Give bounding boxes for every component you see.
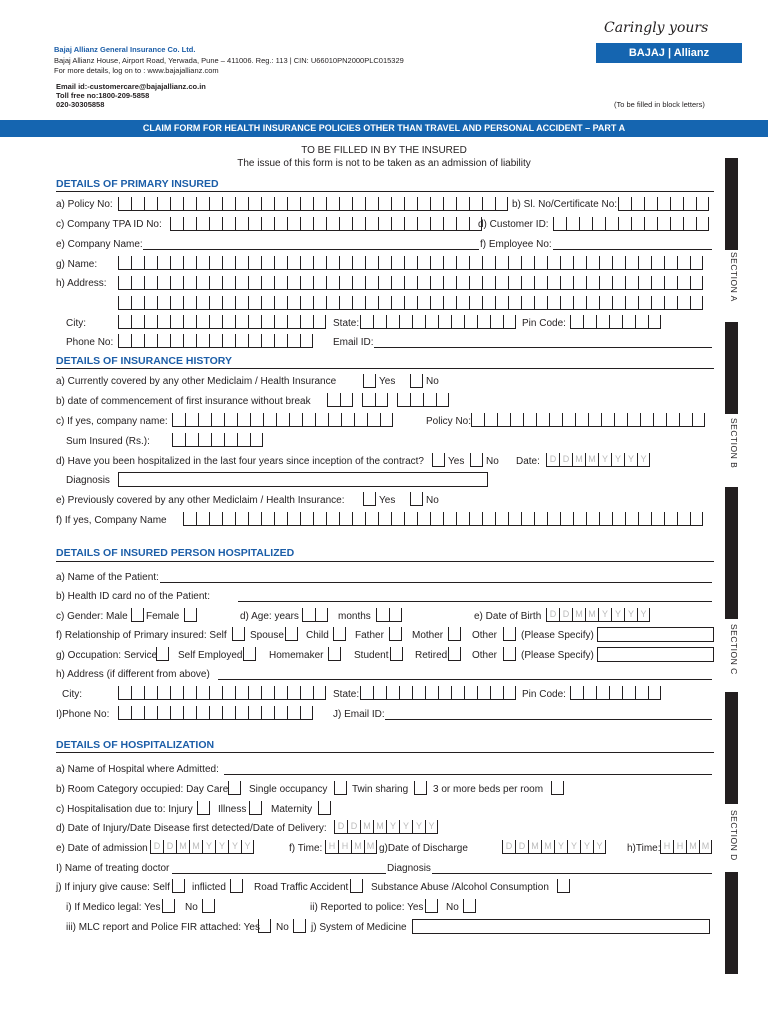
policy-no-b-boxes[interactable] xyxy=(471,413,705,427)
twin-sharing-label: Twin sharing xyxy=(352,784,409,795)
pin-c-boxes[interactable] xyxy=(570,686,661,700)
dob-boxes[interactable]: D D M M Y Y Y Y xyxy=(546,608,650,622)
covered-label: a) Currently covered by any other Mediclaim / Health Insurance xyxy=(56,376,337,387)
gender-female-label: Female xyxy=(146,611,180,622)
pin-label: Pin Code: xyxy=(522,318,566,329)
policy-no-boxes[interactable] xyxy=(118,197,508,211)
employee-no-line[interactable] xyxy=(553,249,712,250)
injury-cause-self-checkbox[interactable] xyxy=(172,879,185,893)
covered-yes-checkbox[interactable] xyxy=(363,374,376,388)
retired-checkbox[interactable] xyxy=(448,647,461,661)
covered-no-label: No xyxy=(426,376,439,387)
student-checkbox[interactable] xyxy=(390,647,403,661)
homemaker-checkbox[interactable] xyxy=(328,647,341,661)
hospitalized-no-label: No xyxy=(486,456,499,467)
block-letters-note: (To be filled in block letters) xyxy=(614,100,705,109)
age-months-label: months xyxy=(338,611,371,622)
self-employed-label: Self Employed xyxy=(178,650,243,661)
mlc-label: iii) MLC report and Police FIR attached: Yes xyxy=(66,922,260,933)
company-name-b-label: c) If yes, company name: xyxy=(56,416,168,427)
phone-boxes[interactable] xyxy=(118,334,313,348)
diagnosis-d-label: Diagnosis xyxy=(387,863,431,874)
section-d-title: DETAILS OF HOSPITALIZATION xyxy=(56,739,215,751)
address-label: h) Address: xyxy=(56,278,107,289)
other-rel-checkbox[interactable] xyxy=(503,627,516,641)
twin-sharing-checkbox[interactable] xyxy=(414,781,427,795)
admission-date-boxes[interactable]: D D M M Y Y Y Y xyxy=(150,840,254,854)
if-yes-company-boxes[interactable] xyxy=(183,512,703,526)
child-label: Child xyxy=(306,630,329,641)
address-c-line[interactable] xyxy=(218,679,712,680)
room-daycare-label: b) Room Category occupied: Day Care xyxy=(56,784,229,795)
diagnosis-d-line[interactable] xyxy=(432,873,712,874)
medico-yes-checkbox[interactable] xyxy=(162,899,175,913)
mlc-no-label: No xyxy=(276,922,289,933)
customer-id-label: d) Customer ID: xyxy=(478,219,549,230)
gender-female-checkbox[interactable] xyxy=(184,608,197,622)
email-line: Email id:-customercare@bajajallianz.co.in xyxy=(56,82,206,91)
city-c-label: City: xyxy=(62,689,82,700)
road-accident-checkbox[interactable] xyxy=(350,879,363,893)
address-c-label: h) Address (if different from above) xyxy=(56,669,210,680)
city-label: City: xyxy=(66,318,86,329)
name-boxes[interactable] xyxy=(118,256,703,270)
brand-tagline: Caringly yours xyxy=(604,20,709,36)
state-c-label: State: xyxy=(333,689,360,700)
hospitalized-yes-checkbox[interactable] xyxy=(432,453,445,467)
commencement-boxes-2[interactable] xyxy=(362,393,388,407)
previously-yes-checkbox[interactable] xyxy=(363,492,376,506)
intro-line1: TO BE FILLED IN BY THE INSURED xyxy=(301,145,467,156)
discharge-time-label: h)Time: xyxy=(627,843,661,854)
section-d-label: SECTION D xyxy=(729,810,739,861)
diagnosis-b-field[interactable] xyxy=(118,472,488,487)
commencement-boxes-3[interactable] xyxy=(397,393,449,407)
sum-insured-label: Sum Insured (Rs.): xyxy=(66,436,150,447)
website-line: For more details, log on to : www.bajajallianz.com xyxy=(54,66,219,75)
name-label: g) Name: xyxy=(56,259,98,270)
specify-occ-label: (Please Specify) xyxy=(521,650,594,661)
section-a-rule xyxy=(56,191,714,192)
section-b-bar-top xyxy=(725,322,738,414)
medico-no-label: No xyxy=(185,902,198,913)
admission-time-boxes[interactable]: H H M M xyxy=(325,840,377,854)
hospital-name-line[interactable] xyxy=(224,774,712,775)
health-id-line[interactable] xyxy=(238,601,712,602)
commencement-label: b) date of commencement of first insurance without break xyxy=(56,396,311,407)
company-name: Bajaj Allianz General Insurance Co. Ltd. xyxy=(54,45,196,54)
police-no-label: No xyxy=(446,902,459,913)
section-d-bar-top xyxy=(725,692,738,804)
pin-boxes[interactable] xyxy=(570,315,661,329)
police-no-checkbox[interactable] xyxy=(463,899,476,913)
specify-rel-field[interactable] xyxy=(597,627,714,642)
date-injury-boxes[interactable]: D D M M Y Y Y Y xyxy=(334,820,438,834)
age-years-label: d) Age: years xyxy=(240,611,299,622)
diagnosis-b-label: Diagnosis xyxy=(66,475,110,486)
gender-male-label: c) Gender: Male xyxy=(56,611,128,622)
retired-label: Retired xyxy=(415,650,448,661)
previously-no-label: No xyxy=(426,495,439,506)
section-a-label: SECTION A xyxy=(729,252,739,302)
email-c-line[interactable] xyxy=(385,719,712,720)
sum-insured-boxes[interactable] xyxy=(172,433,263,447)
other-rel-label: Other xyxy=(472,630,498,641)
specify-occ-field[interactable] xyxy=(597,647,714,662)
illness-label: Illness xyxy=(218,804,247,815)
medico-legal-label: i) If Medico legal: Yes xyxy=(66,902,161,913)
if-yes-company-label: f) If yes, Company Name xyxy=(56,515,167,526)
gender-male-checkbox[interactable] xyxy=(131,608,144,622)
child-checkbox[interactable] xyxy=(333,627,346,641)
mlc-yes-checkbox[interactable] xyxy=(258,919,271,933)
state-boxes[interactable] xyxy=(360,315,516,329)
section-b-rule xyxy=(56,368,714,369)
state-label: State: xyxy=(333,318,360,329)
injury-cause-self-label: j) If injury give cause: Self xyxy=(56,882,170,893)
admission-time-label: f) Time: xyxy=(289,843,323,854)
room-daycare-checkbox[interactable] xyxy=(228,781,241,795)
father-checkbox[interactable] xyxy=(389,627,402,641)
substance-label: Substance Abuse /Alcohol Consumption xyxy=(371,882,549,893)
inflicted-label: inflicted xyxy=(192,882,226,893)
form-banner: CLAIM FORM FOR HEALTH INSURANCE POLICIES OTHER THAN TRAVEL AND PERSONAL ACCIDENT – PART A xyxy=(0,120,768,137)
maternity-checkbox[interactable] xyxy=(318,801,331,815)
maternity-label: Maternity xyxy=(271,804,313,815)
admission-date-label: e) Date of admission xyxy=(56,843,148,854)
employee-no-label: f) Employee No: xyxy=(480,239,552,250)
occupation-service-checkbox[interactable] xyxy=(156,647,169,661)
age-years-boxes[interactable] xyxy=(302,608,328,622)
hospitalized-label: d) Have you been hospitalized in the last four years since inception of the contract? xyxy=(56,456,424,467)
three-beds-label: 3 or more beds per room xyxy=(433,784,544,795)
policy-no-b-label: Policy No: xyxy=(426,416,472,427)
relationship-label: f) Relationship of Primary insured: Self xyxy=(56,630,227,641)
covered-yes-label: Yes xyxy=(379,376,396,387)
company-name-label: e) Company Name: xyxy=(56,239,143,250)
patient-name-label: a) Name of the Patient: xyxy=(56,572,159,583)
phone-label: Phone No: xyxy=(66,337,114,348)
email-label: Email ID: xyxy=(333,337,374,348)
company-address: Bajaj Allianz House, Airport Road, Yerwada, Pune – 411006. Reg.: 113 | CIN: U66010PN2000PLC015329 xyxy=(54,56,404,65)
tpa-id-boxes[interactable] xyxy=(170,217,482,231)
mother-label: Mother xyxy=(412,630,444,641)
email-c-label: J) Email ID: xyxy=(333,709,385,720)
discharge-time-boxes[interactable]: H H M M xyxy=(660,840,712,854)
sl-no-boxes[interactable] xyxy=(618,197,709,211)
section-c-title: DETAILS OF INSURED PERSON HOSPITALIZED xyxy=(56,547,295,559)
sl-no-label: b) Sl. No/Certificate No: xyxy=(512,199,618,210)
hospitalized-date-label: Date: xyxy=(516,456,540,467)
spouse-label: Spouse xyxy=(250,630,284,641)
section-b-title: DETAILS OF INSURANCE HISTORY xyxy=(56,355,232,367)
medico-no-checkbox[interactable] xyxy=(202,899,215,913)
system-medicine-label: j) System of Medicine xyxy=(311,922,407,933)
email-line[interactable] xyxy=(374,347,712,348)
dob-label: e) Date of Birth xyxy=(474,611,542,622)
policy-no-label: a) Policy No: xyxy=(56,199,113,210)
discharge-date-boxes[interactable]: D D M M Y Y Y Y xyxy=(502,840,606,854)
age-months-boxes[interactable] xyxy=(376,608,402,622)
customer-id-boxes[interactable] xyxy=(553,217,709,231)
injury-checkbox[interactable] xyxy=(197,801,210,815)
section-c-rule xyxy=(56,561,714,562)
police-yes-checkbox[interactable] xyxy=(425,899,438,913)
company-name-b-boxes[interactable] xyxy=(172,413,393,427)
pin-c-label: Pin Code: xyxy=(522,689,566,700)
company-name-line[interactable] xyxy=(143,249,479,250)
road-accident-label: Road Traffic Accident xyxy=(254,882,349,893)
previously-label: e) Previously covered by any other Mediclaim / Health Insurance: xyxy=(56,495,345,506)
date-injury-label: d) Date of Injury/Date Disease first detected/Date of Delivery: xyxy=(56,823,327,834)
city-c-boxes[interactable] xyxy=(118,686,326,700)
patient-name-line[interactable] xyxy=(160,582,712,583)
address-boxes-2[interactable] xyxy=(118,296,703,310)
section-b-label: SECTION B xyxy=(729,418,739,469)
health-id-label: b) Health ID card no of the Patient: xyxy=(56,591,210,602)
spouse-checkbox[interactable] xyxy=(285,627,298,641)
police-label: ii) Reported to police: Yes xyxy=(310,902,424,913)
doctor-line[interactable] xyxy=(172,873,386,874)
student-label: Student xyxy=(354,650,389,661)
section-d-rule xyxy=(56,752,714,753)
intro-line2: The issue of this form is not to be taken as an admission of liability xyxy=(237,158,531,169)
hospitalized-yes-label: Yes xyxy=(448,456,465,467)
self-employed-checkbox[interactable] xyxy=(243,647,256,661)
mlc-no-checkbox[interactable] xyxy=(293,919,306,933)
other-occ-label: Other xyxy=(472,650,498,661)
injury-label: c) Hospitalisation due to: Injury xyxy=(56,804,193,815)
phone-c-label: I)Phone No: xyxy=(56,709,110,720)
three-beds-checkbox[interactable] xyxy=(551,781,564,795)
hospitalized-no-checkbox[interactable] xyxy=(470,453,483,467)
tollfree-line: Toll free no:1800-209-5858 xyxy=(56,91,150,100)
inflicted-checkbox[interactable] xyxy=(230,879,243,893)
phone-line: 020-30305858 xyxy=(56,100,105,109)
hospital-name-label: a) Name of Hospital where Admitted: xyxy=(56,764,219,775)
single-occupancy-checkbox[interactable] xyxy=(334,781,347,795)
single-occupancy-label: Single occupancy xyxy=(249,784,328,795)
section-a-bar xyxy=(725,158,738,250)
previously-no-checkbox[interactable] xyxy=(410,492,423,506)
previously-yes-label: Yes xyxy=(379,495,396,506)
section-a-title: DETAILS OF PRIMARY INSURED xyxy=(56,178,219,190)
occupation-label: g) Occupation: Service xyxy=(56,650,158,661)
tpa-id-label: c) Company TPA ID No: xyxy=(56,219,162,230)
commencement-boxes-1[interactable] xyxy=(327,393,353,407)
substance-checkbox[interactable] xyxy=(557,879,570,893)
phone-c-boxes[interactable] xyxy=(118,706,313,720)
covered-no-checkbox[interactable] xyxy=(410,374,423,388)
system-medicine-field[interactable] xyxy=(412,919,710,934)
section-c-bar-top xyxy=(725,487,738,619)
address-boxes-1[interactable] xyxy=(118,276,703,290)
discharge-date-label: g)Date of Discharge xyxy=(379,843,468,854)
other-occ-checkbox[interactable] xyxy=(503,647,516,661)
mother-checkbox[interactable] xyxy=(448,627,461,641)
illness-checkbox[interactable] xyxy=(249,801,262,815)
bajaj-allianz-logo: BAJAJ | Allianz xyxy=(596,43,742,63)
section-d-bar-bottom xyxy=(725,872,738,974)
specify-rel-label: (Please Specify) xyxy=(521,630,594,641)
city-boxes[interactable] xyxy=(118,315,326,329)
section-c-label: SECTION C xyxy=(729,624,739,675)
state-c-boxes[interactable] xyxy=(360,686,516,700)
hospitalized-date-boxes[interactable]: D D M M Y Y Y Y xyxy=(546,453,650,467)
relationship-self-checkbox[interactable] xyxy=(232,627,245,641)
doctor-label: I) Name of treating doctor xyxy=(56,863,170,874)
homemaker-label: Homemaker xyxy=(269,650,324,661)
father-label: Father xyxy=(355,630,384,641)
